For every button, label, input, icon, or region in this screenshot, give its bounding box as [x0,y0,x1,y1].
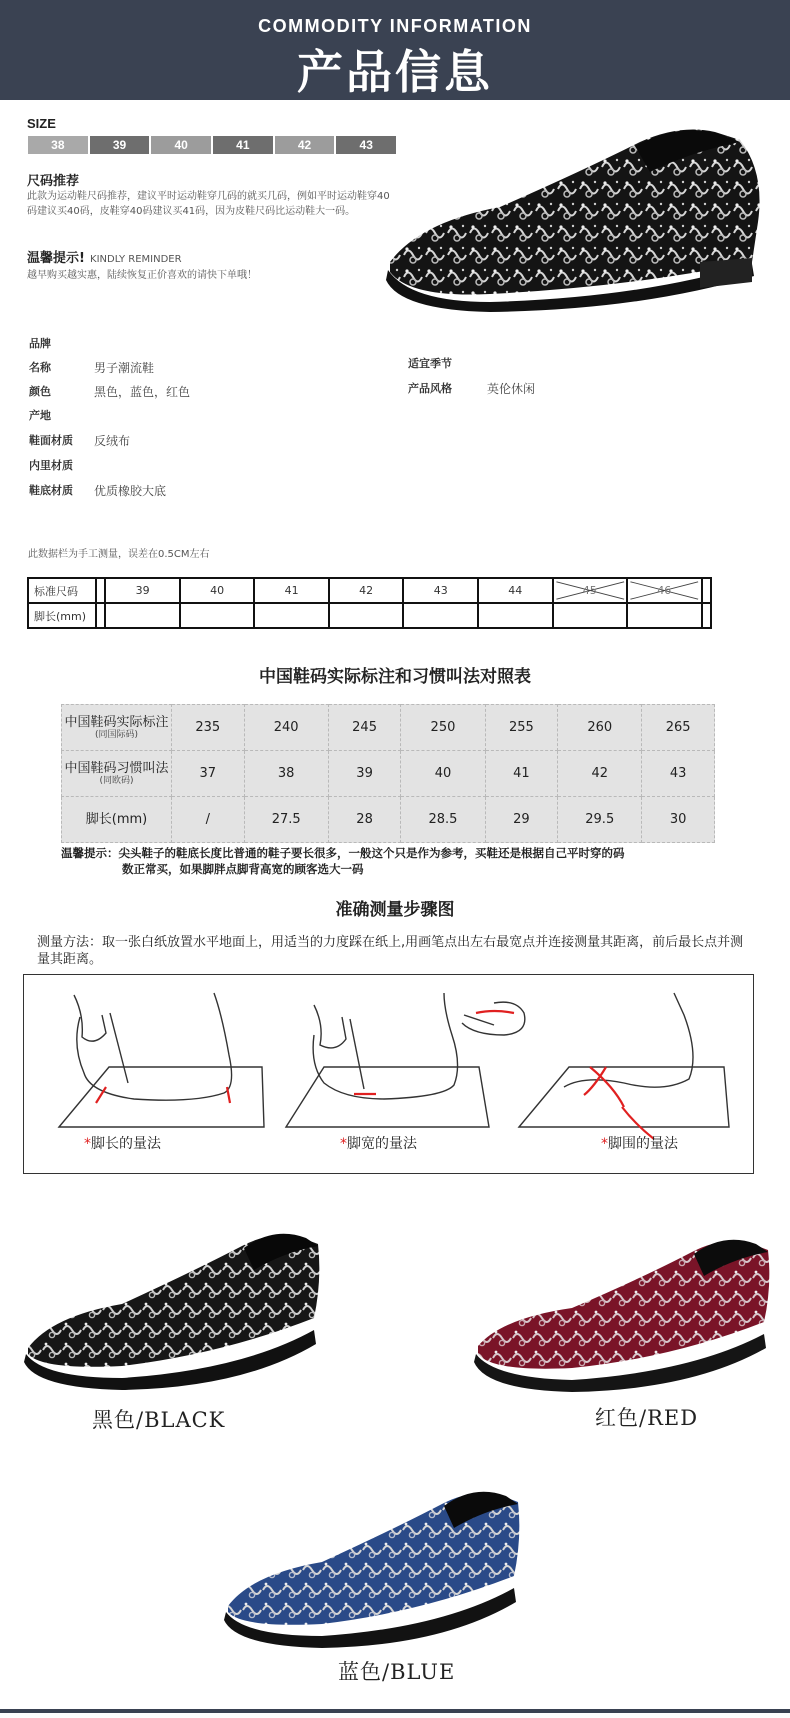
page-header [0,0,790,100]
size-table-label-size: 标准尺码 [28,578,96,603]
attr-brand-key: 品牌 [29,337,51,350]
size-option-43: 43 [336,136,396,154]
measure-text: 测量方法：取一张白纸放置水平地面上，用适当的力度踩在纸上,用画笔点出左右最宽点并连接测量其距离，前后最长点并测量其距离。 [37,935,744,967]
attr-origin-key: 产地 [29,409,51,422]
attr-sole-key: 鞋底材质 [29,484,73,497]
conversion-title: 中国鞋码实际标注和习惯叫法对照表 [259,667,531,687]
conversion-cell: / [172,797,245,843]
conversion-cell: 29 [485,797,558,843]
size-table-size-cell [96,578,105,603]
attr-season-key: 适宜季节 [408,357,452,370]
size-option-42: 42 [275,136,335,154]
label-foot-width [340,1133,417,1153]
conversion-cell: 43 [642,751,715,797]
size-table-length-cell [329,603,404,628]
conversion-cell: 28.5 [401,797,485,843]
label-girth-star: * [601,1136,608,1152]
size-table-size-cell: 44 [478,578,553,603]
attr-lining-key: 内里材质 [29,459,73,472]
shoe-red-image [472,1228,772,1398]
size-table-size-cell: 40 [180,578,255,603]
bottom-rule [0,1709,790,1713]
size-table-length-cell [702,603,711,628]
conversion-cell: 29.5 [558,797,642,843]
measure-title: 准确测量步骤图 [335,900,455,920]
conversion-cell: 38 [244,751,328,797]
conversion-cell: 42 [558,751,642,797]
size-option-41: 41 [213,136,273,154]
conversion-row-label-text: 中国鞋码实际标注 [64,714,169,730]
measure-diagram [23,974,754,1174]
conversion-cell: 255 [485,705,558,751]
warm-tip-line-1: 温馨提示：尖头鞋子的鞋底长度比普通的鞋子要长很多，一般这个只是作为参考，买鞋还是根据自己平时穿的码 [61,846,625,860]
size-option-40: 40 [151,136,211,154]
recommend-title: 尺码推荐 [27,174,80,189]
label-width-text: 脚宽的量法 [347,1136,417,1152]
size-table-row-size [28,578,711,603]
conversion-cell: 30 [642,797,715,843]
attr-name-key: 名称 [29,361,51,374]
struck-size: 45 [582,584,597,597]
label-girth-text: 脚围的量法 [608,1136,678,1152]
size-table-size-cell [627,578,702,603]
hero-shoe-image [380,112,770,326]
conversion-row-sublabel: (同国际码) [94,729,139,740]
header-title-en: COMMODITY INFORMATION [258,16,532,36]
size-table-size-cell [553,578,628,603]
conversion-row-label [62,751,172,797]
color-label-black: 黑色/BLACK [92,1408,226,1432]
size-table [27,577,712,629]
size-table-length-cell [96,603,105,628]
size-bar [28,136,396,154]
conversion-row-label [62,797,172,843]
size-option-39: 39 [90,136,150,154]
conversion-row-label-text: 脚长(mm) [85,812,148,827]
conversion-row-sublabel: (同欧码) [99,775,134,786]
size-label: SIZE [27,116,56,131]
conversion-row-label-text: 中国鞋码习惯叫法 [64,760,169,776]
label-foot-girth [601,1133,678,1153]
conversion-table [61,704,715,843]
conversion-cell: 250 [401,705,485,751]
conversion-cell: 260 [558,705,642,751]
reminder-title-en: KINDLY REMINDER [90,254,182,265]
shoe-black-image [22,1220,322,1390]
size-table-size-cell [702,578,711,603]
conversion-cell: 40 [401,751,485,797]
label-length-text: 脚长的量法 [91,1136,161,1152]
conversion-cell: 27.5 [244,797,328,843]
measure-note: 此数据栏为手工测量，误差在0.5CM左右 [28,549,210,560]
attr-upper-key: 鞋面材质 [29,434,73,447]
size-table-label-length: 脚长(mm) [28,603,96,628]
header-title-zh: 产品信息 [297,45,493,99]
conversion-cell: 235 [172,705,245,751]
label-foot-length [84,1133,161,1153]
attr-upper-value: 反绒布 [94,434,131,448]
conversion-cell: 37 [172,751,245,797]
label-width-star: * [340,1136,347,1152]
struck-size: 46 [657,584,672,597]
size-table-length-cell [105,603,180,628]
reminder-heading [27,247,182,266]
size-option-38: 38 [28,136,88,154]
label-length-star: * [84,1136,91,1152]
conversion-row [62,797,715,843]
attr-style-key: 产品风格 [408,382,452,395]
size-table-size-cell: 43 [403,578,478,603]
reminder-title: 温馨提示! [27,251,85,266]
size-table-length-cell [553,603,628,628]
conversion-cell: 39 [328,751,401,797]
conversion-cell: 265 [642,705,715,751]
conversion-row [62,705,715,751]
conversion-row-label [62,705,172,751]
conversion-cell: 240 [244,705,328,751]
size-table-length-cell [478,603,553,628]
size-table-length-cell [403,603,478,628]
attr-color-value: 黑色，蓝色，红色 [94,385,191,399]
size-table-row-length [28,603,711,628]
reminder-text: 越早购买越实惠，陆续恢复正价喜欢的请快下单哦！ [27,270,257,281]
size-table-length-cell [627,603,702,628]
conversion-row [62,751,715,797]
size-table-length-cell [180,603,255,628]
conversion-cell: 28 [328,797,401,843]
size-table-length-cell [254,603,329,628]
attr-color-key: 颜色 [29,385,51,398]
warm-tip-line-2: 数正常买，如果脚胖点脚背高宽的顾客选大一码 [122,862,364,876]
color-label-red: 红色/RED [595,1406,699,1430]
attr-name-value: 男子潮流鞋 [94,361,155,375]
recommend-text: 此款为运动鞋尺码推荐，建议平时运动鞋穿几码的就买几码，例如平时运动鞋穿40码建议买40码，皮鞋穿40码建议买41码，因为皮鞋尺码比运动鞋大一码。 [27,191,390,217]
conversion-warm-tip [61,845,721,877]
size-table-size-cell: 41 [254,578,329,603]
attr-sole-value: 优质橡胶大底 [94,484,167,498]
shoe-blue-image [222,1480,522,1650]
attr-style-value: 英伦休闲 [487,382,536,396]
conversion-cell: 41 [485,751,558,797]
color-label-blue: 蓝色/BLUE [338,1660,456,1684]
size-table-size-cell: 39 [105,578,180,603]
conversion-cell: 245 [328,705,401,751]
size-table-size-cell: 42 [329,578,404,603]
